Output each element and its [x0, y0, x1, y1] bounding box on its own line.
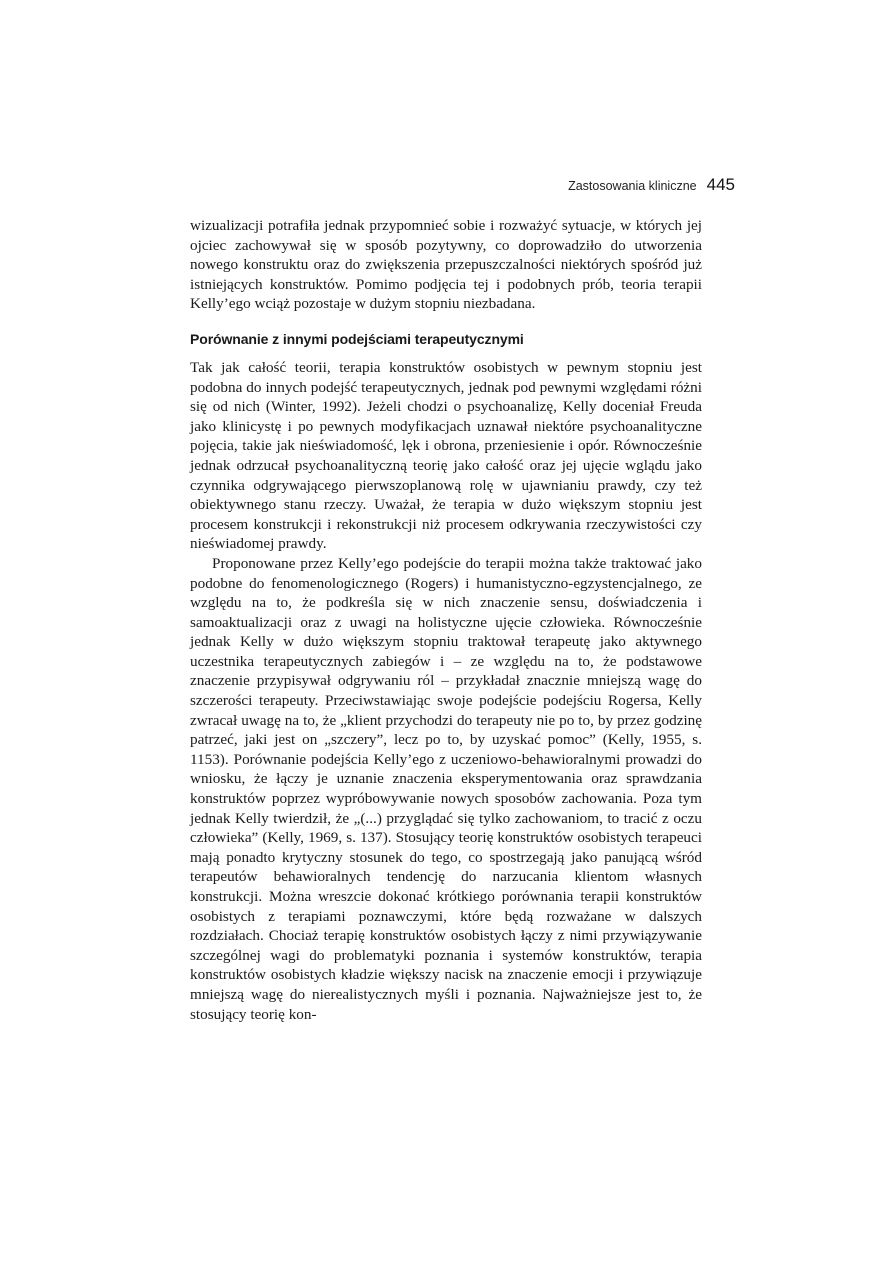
running-head — [568, 175, 735, 195]
section-heading: Porównanie z innymi podejściami terapeutycznymi — [190, 330, 524, 347]
paragraph: Tak jak całość teorii, terapia konstruktów osobistych w pewnym stopniu jest podobna do innych podejść terapeutycznych, jednak pod pewnymi względami różni się od nich (Winter, 1992). Jeżeli chodzi o psychoanalizę, Kelly doceniał Freuda jako klinicystę i po pewnych modyfikacjach uznawał niektóre psychoanalityczne pojęcia, takie jak nieświadomość, lęk i obrona, przeniesienie i opór. Równocześnie jednak odrzucał psychoanalityczną teorię jako całość oraz jej ujęcie wglądu jako czynnika odgrywającego pierwszoplanową rolę w ujawnianiu prawdy, czy też obiektywnego stanu rzeczy. Uważał, że terapia w dużo większym stopniu jest procesem konstrukcji i rekonstrukcji niż procesem odkrywania rzeczywistości czy nieświadomej prawdy. — [190, 358, 702, 553]
running-title: Zastosowania kliniczne — [568, 179, 697, 193]
paragraph: Proponowane przez Kelly’ego podejście do terapii można także traktować jako podobne do fenomenologicznego (Rogers) i humanistyczno-egzystencjalnego, ze względu na to, że podkreśla się w nich znaczenie sensu, doświadczenia i samoaktualizacji oraz z uwagi na holistyczne ujęcie człowieka. Równocześnie jednak Kelly w dużo większym stopniu traktował terapeutę jako aktywnego uczestnika terapeutycznych zabiegów i – ze względu na to, że podstawowe znaczenie przypisywał odgrywaniu ról – przykładał znacznie mniejszą wagę do szczerości terapeuty. Przeciwstawiając swoje podejście podejściu Rogersa, Kelly zwracał uwagę na to, że „klient przychodzi do terapeuty nie po to, by przez godzinę patrzeć, jaki jest on „szczery”, lecz po to, by uzyskać pomoc” (Kelly, 1955, s. 1153). Porównanie podejścia Kelly’ego z uczeniowo-behawioralnymi prowadzi do wniosku, że łączy je uznanie znaczenia eksperymentowania oraz sprawdzania konstruktów poprzez wypróbowywanie nowych sposobów zachowania. Poza tym jednak Kelly twierdził, że „(...) przyglądać się tylko zachowaniom, to tracić z oczu człowieka” (Kelly, 1969, s. 137). Stosujący teorię konstruktów osobistych terapeuci mają ponadto krytyczny stosunek do tego, co spostrzegają jako panującą wśród terapeutów behawioralnych tendencję do narzucania klientom własnych konstrukcji. Można wreszcie dokonać krótkiego porównania terapii konstruktów osobistych z terapiami poznawczymi, które będą rozważane w dalszych rozdziałach. Chociaż terapię konstruktów osobistych łączy z nimi przywiązywanie szczególnej wagi do problematyki poznania i systemów konstruktów, terapia konstruktów osobistych kładzie większy nacisk na znaczenie emocji i przywiązuje mniejszą wagę do nierealistycznych myśli i poznania. Najważniejsze jest to, że stosujący teorię kon- — [190, 554, 702, 1023]
page-number: 445 — [706, 175, 735, 194]
body-text — [190, 216, 702, 1024]
paragraph-continued: wizualizacji potrafiła jednak przypomnieć sobie i rozważyć sytuacje, w których jej ojciec zachowywał się w sposób pozytywny, co doprowadziło do utworzenia nowego konstruktu oraz do zwiększenia przepuszczalności niektórych spośród już istniejących konstruktów. Pomimo podjęcia tej i podobnych prób, teoria terapii Kelly’ego wciąż pozostaje w dużym stopniu niezbadana. — [190, 217, 702, 313]
